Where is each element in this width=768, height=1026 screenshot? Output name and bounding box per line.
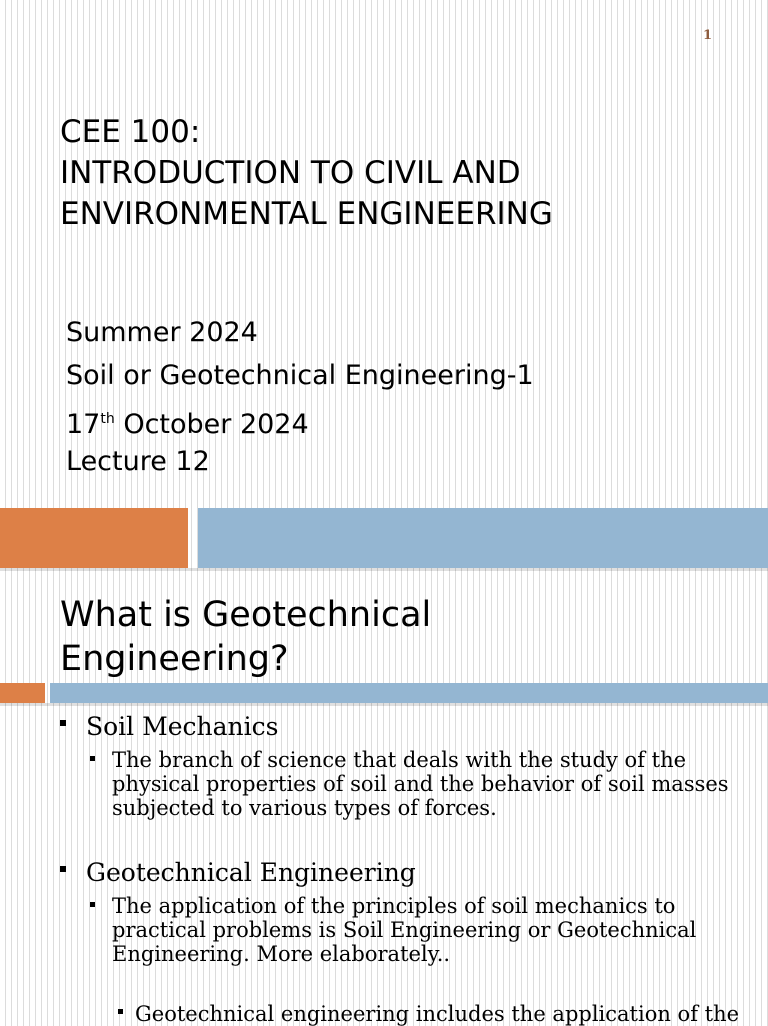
topic-label: Soil or Geotechnical Engineering-1 — [66, 360, 534, 391]
slide-title — [60, 112, 553, 235]
title-line-intro: INTRODUCTION TO CIVIL AND — [60, 155, 521, 191]
slide-subtitle — [66, 316, 534, 488]
bullet-detail: The branch of science that deals with the study of the physical properties of soil and the behavior of soil masses subjected to various types of forces. — [112, 748, 729, 820]
accent-bar-orange — [0, 508, 188, 568]
date-suffix: th — [100, 411, 115, 427]
sub-bullet-marker — [90, 902, 95, 907]
bullet-marker — [60, 866, 66, 872]
bullet-heading: Soil Mechanics — [86, 712, 279, 741]
date-label — [66, 402, 534, 445]
date-rest: October 2024 — [114, 409, 309, 440]
section-title — [60, 593, 431, 681]
accent-bar-blue — [198, 508, 768, 568]
sub-sub-bullet-marker — [118, 1009, 123, 1014]
term-label: Summer 2024 — [66, 317, 258, 348]
section-bar-shadow — [0, 703, 768, 706]
bullet-detail: The application of the principles of soil mechanics to practical problems is Soil Engineering or Geotechnical Engineering. More elaborately.. — [112, 894, 697, 966]
bullet-marker — [60, 720, 66, 726]
bullet-heading: Geotechnical Engineering — [86, 858, 416, 887]
section-accent-blue — [50, 683, 768, 703]
bar-shadow — [0, 568, 768, 571]
section-title-line1: What is Geotechnical — [60, 595, 432, 635]
bullet-sub-detail: Geotechnical engineering includes the application of the — [135, 1002, 740, 1026]
slide-number: 1 — [702, 28, 712, 43]
section-accent-orange — [0, 683, 45, 703]
title-line-field: ENVIRONMENTAL ENGINEERING — [60, 196, 553, 232]
sub-bullet-marker — [90, 756, 95, 761]
title-line-course: CEE 100: — [60, 114, 201, 150]
lecture-label: Lecture 12 — [66, 446, 210, 477]
date-day: 17 — [66, 409, 101, 440]
section-title-line2: Engineering? — [60, 639, 289, 679]
